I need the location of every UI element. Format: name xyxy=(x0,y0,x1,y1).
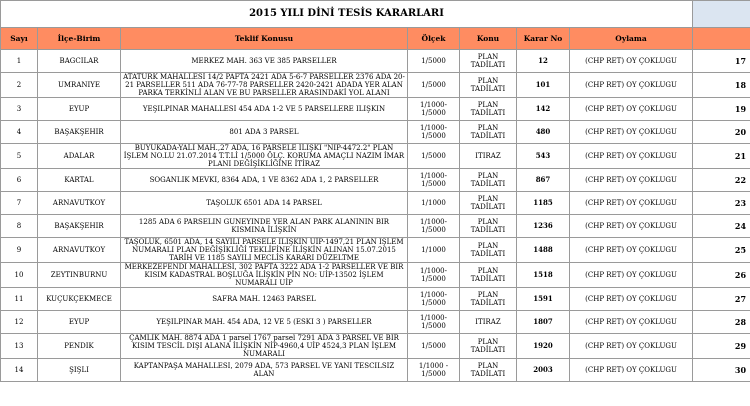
extra-number-cell[interactable] xyxy=(693,50,750,73)
col-header-oylama[interactable]: Oylama xyxy=(570,28,693,50)
district-text: ŞİŞLİ xyxy=(69,366,89,374)
subject-text: PLAN TADİLATI xyxy=(470,267,506,283)
vote-text: (CHP RET) OY ÇOKLUĞU xyxy=(585,128,677,136)
row-number-text: 10 xyxy=(14,271,24,279)
proposal-text: TAŞOLUK 6501 ADA 14 PARSEL xyxy=(206,199,322,207)
scale-text: 1/1000 - 1/5000 xyxy=(418,362,449,378)
row-number-cell[interactable] xyxy=(1,98,38,121)
table-row xyxy=(1,169,750,192)
district-cell[interactable] xyxy=(38,311,121,334)
subject-text: PLAN TADİLATI xyxy=(470,338,506,354)
vote-cell[interactable] xyxy=(570,144,693,169)
subject-text: PLAN TADİLATI xyxy=(470,362,506,378)
decision-number-cell[interactable] xyxy=(517,169,570,192)
scale-cell[interactable] xyxy=(408,50,460,73)
decision-number-text: 101 xyxy=(535,81,551,89)
col-header-ilce[interactable]: İlçe-Birim xyxy=(38,28,121,50)
table-row xyxy=(1,334,750,359)
scale-text: 1/1000 xyxy=(421,199,446,207)
row-number-text: 7 xyxy=(16,199,22,207)
proposal-cell[interactable] xyxy=(121,263,408,288)
decision-number-cell[interactable] xyxy=(517,311,570,334)
row-number-text: 1 xyxy=(16,57,22,65)
proposal-cell[interactable] xyxy=(121,73,408,98)
row-number-text: 3 xyxy=(16,105,22,113)
decision-number-text: 480 xyxy=(535,128,551,136)
decision-number-cell[interactable] xyxy=(517,215,570,238)
table-row xyxy=(1,73,750,98)
district-text: ZEYTİNBURNU xyxy=(50,271,108,279)
district-cell[interactable] xyxy=(38,288,121,311)
scale-cell[interactable] xyxy=(408,311,460,334)
decision-number-text: 1920 xyxy=(533,342,553,350)
table-row xyxy=(1,238,750,263)
decision-number-text: 1488 xyxy=(533,246,553,254)
row-number-cell[interactable] xyxy=(1,263,38,288)
vote-text: (CHP RET) OY ÇOKLUĞU xyxy=(585,222,677,230)
row-number-text: 2 xyxy=(16,81,22,89)
proposal-cell[interactable] xyxy=(121,238,408,263)
row-number-cell[interactable] xyxy=(1,334,38,359)
extra-number-cell[interactable] xyxy=(693,263,750,288)
vote-text: (CHP RET) OY ÇOKLUĞU xyxy=(585,318,677,326)
district-text: KÜÇÜKÇEKMECE xyxy=(46,295,112,303)
subject-text: PLAN TADİLATI xyxy=(470,53,506,69)
vote-cell[interactable] xyxy=(570,73,693,98)
vote-text: (CHP RET) OY ÇOKLUĞU xyxy=(585,199,677,207)
title-side-cell[interactable] xyxy=(693,1,750,28)
decision-number-text: 2003 xyxy=(533,366,553,374)
decision-number-text: 1591 xyxy=(533,295,553,303)
table-row xyxy=(1,50,750,73)
subject-cell[interactable] xyxy=(460,50,517,73)
scale-text: 1/1000-1/5000 xyxy=(420,218,447,234)
subject-text: PLAN TADİLATI xyxy=(470,291,506,307)
vote-text: (CHP RET) OY ÇOKLUĞU xyxy=(585,246,677,254)
row-number-cell[interactable] xyxy=(1,121,38,144)
vote-cell[interactable] xyxy=(570,98,693,121)
row-number-text: 9 xyxy=(16,246,22,254)
row-number-cell[interactable] xyxy=(1,144,38,169)
scale-cell[interactable] xyxy=(408,359,460,382)
vote-text: (CHP RET) OY ÇOKLUĞU xyxy=(585,81,677,89)
col-header-teklif[interactable]: Teklif Konusu xyxy=(121,28,408,50)
district-text: BAŞAKŞEHİR xyxy=(54,128,104,136)
decision-number-text: 1807 xyxy=(533,318,553,326)
vote-text: (CHP RET) OY ÇOKLUĞU xyxy=(585,366,677,374)
table-row xyxy=(1,359,750,382)
vote-cell[interactable] xyxy=(570,121,693,144)
decision-number-cell[interactable] xyxy=(517,192,570,215)
scale-text: 1/1000-1/5000 xyxy=(420,267,447,283)
district-text: PENDİK xyxy=(64,342,94,350)
decision-number-cell[interactable] xyxy=(517,334,570,359)
header-row xyxy=(1,28,750,50)
decision-number-cell[interactable] xyxy=(517,98,570,121)
scale-cell[interactable] xyxy=(408,192,460,215)
proposal-cell[interactable] xyxy=(121,98,408,121)
table-row xyxy=(1,192,750,215)
district-cell[interactable] xyxy=(38,144,121,169)
scale-text: 1/1000-1/5000 xyxy=(420,101,447,117)
scale-text: 1/5000 xyxy=(421,57,446,65)
district-cell[interactable] xyxy=(38,215,121,238)
proposal-cell[interactable] xyxy=(121,121,408,144)
extra-number-text: 20 xyxy=(734,128,747,136)
scale-cell[interactable] xyxy=(408,73,460,98)
extra-number-cell[interactable] xyxy=(693,98,750,121)
row-number-text: 5 xyxy=(16,152,22,160)
subject-text: İTİRAZ xyxy=(475,318,501,326)
subject-cell[interactable] xyxy=(460,334,517,359)
scale-text: 1/1000-1/5000 xyxy=(420,291,447,307)
vote-cell[interactable] xyxy=(570,169,693,192)
scale-cell[interactable] xyxy=(408,288,460,311)
decision-number-text: 1185 xyxy=(533,199,553,207)
decision-number-text: 867 xyxy=(535,176,551,184)
subject-cell[interactable] xyxy=(460,73,517,98)
proposal-cell[interactable] xyxy=(121,215,408,238)
proposal-text: ÇAMLIK MAH. 8874 ADA 1 parsel 1767 parsel 7291 ADA 3 PARSEL VE BİR KISIM TESCİL DIŞI ALANA İLİŞKİN NİP-4960,4 UİP 4524,3 PLAN İŞLEM NUMARALI xyxy=(129,334,399,358)
district-cell[interactable] xyxy=(38,334,121,359)
extra-number-text: 17 xyxy=(734,57,747,65)
proposal-text: 801 ADA 3 PARSEL xyxy=(229,128,299,136)
extra-number-text: 26 xyxy=(734,271,747,279)
row-number-text: 12 xyxy=(14,318,24,326)
vote-text: (CHP RET) OY ÇOKLUĞU xyxy=(585,152,677,160)
district-text: BAĞCILAR xyxy=(59,57,99,65)
proposal-text: YEŞİLPINAR MAH. 454 ADA, 12 VE 5 (ESKİ 3 ) PARSELLER xyxy=(156,318,372,326)
subject-cell[interactable] xyxy=(460,169,517,192)
district-cell[interactable] xyxy=(38,359,121,382)
scale-cell[interactable] xyxy=(408,98,460,121)
subject-cell[interactable] xyxy=(460,121,517,144)
vote-text: (CHP RET) OY ÇOKLUĞU xyxy=(585,295,677,303)
district-cell[interactable] xyxy=(38,121,121,144)
proposal-cell[interactable] xyxy=(121,50,408,73)
row-number-cell[interactable] xyxy=(1,73,38,98)
extra-number-cell[interactable] xyxy=(693,192,750,215)
district-cell[interactable] xyxy=(38,73,121,98)
district-text: ARNAVUTKÖY xyxy=(52,199,106,207)
extra-number-cell[interactable] xyxy=(693,288,750,311)
decision-number-text: 12 xyxy=(538,57,548,65)
vote-cell[interactable] xyxy=(570,311,693,334)
subject-cell[interactable] xyxy=(460,359,517,382)
extra-number-text: 23 xyxy=(734,199,747,207)
col-header-sayi[interactable]: Sayı xyxy=(1,28,38,50)
district-text: ADALAR xyxy=(63,152,95,160)
district-text: ÜMRANİYE xyxy=(57,81,100,89)
extra-number-text: 21 xyxy=(734,152,747,160)
subject-cell[interactable] xyxy=(460,144,517,169)
scale-text: 1/1000-1/5000 xyxy=(420,314,447,330)
subject-text: PLAN TADİLATI xyxy=(470,242,506,258)
extra-number-text: 19 xyxy=(734,105,747,113)
proposal-text: SAFRA MAH. 12463 PARSEL xyxy=(212,295,316,303)
extra-number-text: 28 xyxy=(734,318,747,326)
vote-cell[interactable] xyxy=(570,215,693,238)
decision-number-cell[interactable] xyxy=(517,263,570,288)
table-row xyxy=(1,263,750,288)
vote-cell[interactable] xyxy=(570,288,693,311)
extra-number-cell[interactable] xyxy=(693,73,750,98)
vote-text: (CHP RET) OY ÇOKLUĞU xyxy=(585,271,677,279)
district-cell[interactable] xyxy=(38,169,121,192)
table-row xyxy=(1,98,750,121)
subject-text: PLAN TADİLATI xyxy=(470,172,506,188)
subject-text: PLAN TADİLATI xyxy=(470,101,506,117)
scale-text: 1/5000 xyxy=(421,152,446,160)
scale-cell[interactable] xyxy=(408,215,460,238)
extra-number-cell[interactable] xyxy=(693,359,750,382)
subject-cell[interactable] xyxy=(460,311,517,334)
scale-cell[interactable] xyxy=(408,263,460,288)
table-row xyxy=(1,311,750,334)
scale-text: 1/5000 xyxy=(421,342,446,350)
extra-number-text: 29 xyxy=(734,342,747,350)
proposal-text: MERKEZ MAH. 363 VE 385 PARSELLER xyxy=(191,57,337,65)
row-number-cell[interactable] xyxy=(1,359,38,382)
vote-text: (CHP RET) OY ÇOKLUĞU xyxy=(585,342,677,350)
proposal-text: MERKEZEFENDİ MAHALLESİ, 302 PAFTA 3222 ADA 1-2 PARSELLER VE BİR KISIM KADASTRAL BOŞLUĞA İLİŞKİN PİN NO: UİP-13502 İŞLEM NUMARALI UİP xyxy=(124,263,404,287)
row-number-text: 13 xyxy=(14,342,24,350)
proposal-cell[interactable] xyxy=(121,311,408,334)
proposal-text: SOĞANLIK MEVKİ, 8364 ADA, 1 VE 8362 ADA 1, 2 PARSELLER xyxy=(149,176,379,184)
proposal-cell[interactable] xyxy=(121,359,408,382)
col-header-extra[interactable] xyxy=(693,28,750,50)
district-text: ARNAVUTKÖY xyxy=(52,246,106,254)
extra-number-text: 25 xyxy=(734,246,747,254)
subject-text: PLAN TADİLATI xyxy=(470,124,506,140)
decision-number-text: 142 xyxy=(535,105,551,113)
row-number-cell[interactable] xyxy=(1,238,38,263)
decision-number-cell[interactable] xyxy=(517,238,570,263)
vote-text: (CHP RET) OY ÇOKLUĞU xyxy=(585,57,677,65)
proposal-cell[interactable] xyxy=(121,144,408,169)
row-number-cell[interactable] xyxy=(1,215,38,238)
decision-number-cell[interactable] xyxy=(517,288,570,311)
scale-cell[interactable] xyxy=(408,169,460,192)
table-row xyxy=(1,144,750,169)
vote-cell[interactable] xyxy=(570,192,693,215)
decision-number-cell[interactable] xyxy=(517,359,570,382)
row-number-cell[interactable] xyxy=(1,169,38,192)
proposal-text: YEŞİLPINAR MAHALLESİ 454 ADA 1-2 VE 5 PARSELLERE İLİŞKİN xyxy=(142,105,386,113)
row-number-text: 11 xyxy=(14,295,24,303)
vote-cell[interactable] xyxy=(570,263,693,288)
vote-text: (CHP RET) OY ÇOKLUĞU xyxy=(585,176,677,184)
table-title: 2015 YILI DİNİ TESİS KARARLARI xyxy=(1,1,693,28)
extra-number-text: 27 xyxy=(734,295,747,303)
decision-number-cell[interactable] xyxy=(517,50,570,73)
district-cell[interactable] xyxy=(38,50,121,73)
district-text: EYÜP xyxy=(68,105,90,113)
extra-number-cell[interactable] xyxy=(693,334,750,359)
extra-number-cell[interactable] xyxy=(693,144,750,169)
proposal-cell[interactable] xyxy=(121,288,408,311)
subject-cell[interactable] xyxy=(460,215,517,238)
subject-cell[interactable] xyxy=(460,263,517,288)
proposal-text: 1285 ADA 6 PARSELİN GÜNEYİNDE YER ALAN PARK ALANININ BİR KISMINA İLİŞKİN xyxy=(138,218,390,234)
subject-cell[interactable] xyxy=(460,288,517,311)
scale-cell[interactable] xyxy=(408,144,460,169)
extra-number-cell[interactable] xyxy=(693,215,750,238)
proposal-text: TAŞOLUK, 6501 ADA, 14 SAYILI PARSELE İLİŞKİN UİP-1497,21 PLAN İŞLEM NUMARALI PLAN DEĞİŞİKLİĞİ TEKLİFİNE İLİŞKİN ALINAN 15.07.2015 TARİH VE 1185 SAYILI MECLİS KARARI DÜZELTME xyxy=(124,238,404,262)
row-number-cell[interactable] xyxy=(1,192,38,215)
extra-number-text: 22 xyxy=(734,176,747,184)
district-cell[interactable] xyxy=(38,98,121,121)
extra-number-cell[interactable] xyxy=(693,169,750,192)
subject-text: PLAN TADİLATI xyxy=(470,218,506,234)
col-header-konu[interactable]: Konu xyxy=(460,28,517,50)
proposal-cell[interactable] xyxy=(121,192,408,215)
row-number-cell[interactable] xyxy=(1,288,38,311)
row-number-text: 6 xyxy=(16,176,22,184)
decision-number-text: 543 xyxy=(535,152,551,160)
extra-number-cell[interactable] xyxy=(693,121,750,144)
subject-text: PLAN TADİLATI xyxy=(470,77,506,93)
table-row xyxy=(1,288,750,311)
row-number-text: 4 xyxy=(16,128,22,136)
proposal-text: BÜYÜKADA-YALI MAH.,27 ADA, 16 PARSELE İLİŞKİ "NİP-4472.2" PLAN İŞLEM NO.LU 21.07.2014 T.T.Lİ 1/5000 ÖLÇ. KORUMA AMAÇLI NAZIM İMAR PLANI DEĞİŞİKLİĞİNE İTİRAZ xyxy=(123,144,405,168)
scale-cell[interactable] xyxy=(408,121,460,144)
col-header-olcek[interactable]: Ölçek xyxy=(408,28,460,50)
subject-cell[interactable] xyxy=(460,192,517,215)
extra-number-cell[interactable] xyxy=(693,311,750,334)
scale-text: 1/1000 xyxy=(421,246,446,254)
decision-number-cell[interactable] xyxy=(517,121,570,144)
decision-number-cell[interactable] xyxy=(517,73,570,98)
district-cell[interactable] xyxy=(38,192,121,215)
scale-text: 1/5000 xyxy=(421,81,446,89)
scale-cell[interactable] xyxy=(408,238,460,263)
vote-text: (CHP RET) OY ÇOKLUĞU xyxy=(585,105,677,113)
subject-text: İTİRAZ xyxy=(475,152,501,160)
decision-number-text: 1236 xyxy=(533,222,553,230)
proposal-cell[interactable] xyxy=(121,169,408,192)
extra-number-text: 24 xyxy=(734,222,747,230)
extra-number-text: 18 xyxy=(734,81,747,89)
scale-text: 1/1000-1/5000 xyxy=(420,172,447,188)
district-cell[interactable] xyxy=(38,263,121,288)
subject-cell[interactable] xyxy=(460,98,517,121)
extra-number-text: 30 xyxy=(734,366,747,374)
row-number-text: 8 xyxy=(16,222,22,230)
district-cell[interactable] xyxy=(38,238,121,263)
table-row xyxy=(1,121,750,144)
subject-cell[interactable] xyxy=(460,238,517,263)
vote-cell[interactable] xyxy=(570,359,693,382)
row-number-cell[interactable] xyxy=(1,311,38,334)
decision-number-cell[interactable] xyxy=(517,144,570,169)
vote-cell[interactable] xyxy=(570,238,693,263)
col-header-karar[interactable]: Karar No xyxy=(517,28,570,50)
row-number-cell[interactable] xyxy=(1,50,38,73)
proposal-text: KAPTANPAŞA MAHALLESİ, 2079 ADA, 573 PARSEL VE YANI TESCİLSİZ ALAN xyxy=(133,362,395,378)
extra-number-cell[interactable] xyxy=(693,238,750,263)
table-row xyxy=(1,215,750,238)
vote-cell[interactable] xyxy=(570,50,693,73)
proposal-text: ATATÜRK MAHALLESİ 14/2 PAFTA 2421 ADA 5-6-7 PARSELLER 2376 ADA 20-21 PARSELLER 511 ADA 76-77-78 PARSELLER 2420-2421 ADADA YER ALAN PARKA TERKİNLİ ALAN VE BU PARSELLER ARASINDAKİ YOL ALANI xyxy=(123,73,405,97)
decision-number-text: 1518 xyxy=(533,271,553,279)
subject-text: PLAN TADİLATI xyxy=(470,195,506,211)
district-text: EYÜP xyxy=(68,318,90,326)
scale-text: 1/1000-1/5000 xyxy=(420,124,447,140)
district-text: KARTAL xyxy=(64,176,94,184)
scale-cell[interactable] xyxy=(408,334,460,359)
district-text: BAŞAKŞEHİR xyxy=(54,222,104,230)
row-number-text: 14 xyxy=(14,366,24,374)
vote-cell[interactable] xyxy=(570,334,693,359)
proposal-cell[interactable] xyxy=(121,334,408,359)
